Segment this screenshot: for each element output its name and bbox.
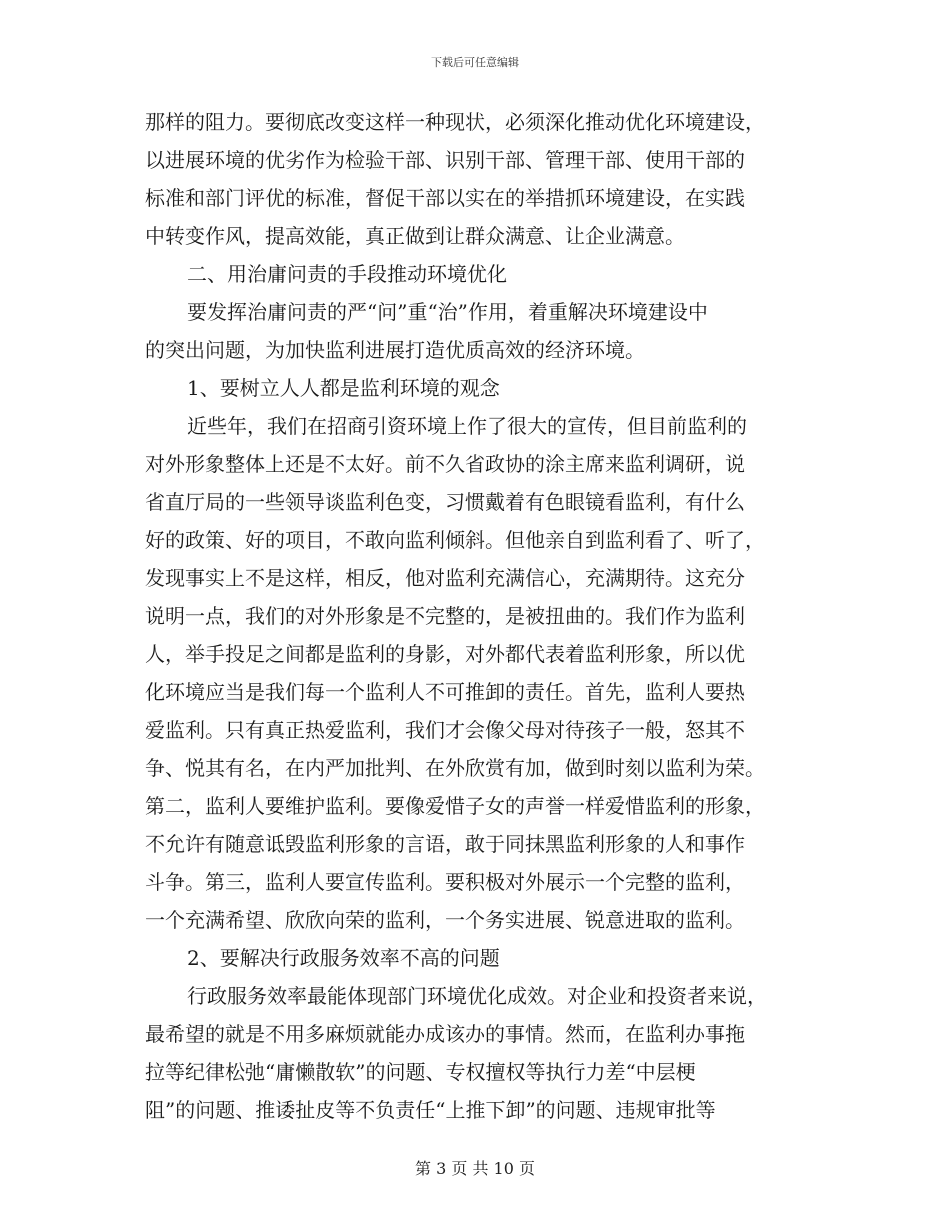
text-line: 标准和部门评优的标准，督促干部以实在的举措抓环境建设，在实践 bbox=[145, 186, 745, 210]
text-line: 一个充满希望、欣欣向荣的监利，一个务实进展、锐意进取的监利。 bbox=[145, 908, 745, 932]
text-line: 近些年，我们在招商引资环境上作了很大的宣传，但目前监利的 bbox=[187, 414, 747, 438]
text-line: 2、要解决行政服务效率不高的问题 bbox=[187, 946, 500, 970]
text-line: 化环境应当是我们每一个监利人不可推卸的责任。首先，监利人要热 bbox=[145, 680, 745, 704]
page-header: 下载后可任意编辑 bbox=[431, 56, 519, 69]
text-line: 1、要树立人人都是监利环境的观念 bbox=[187, 376, 500, 400]
text-line: 中转变作风，提高效能，真正做到让群众满意、让企业满意。 bbox=[145, 224, 685, 248]
text-line: 好的政策、好的项目，不敢向监利倾斜。但他亲自到监利看了、听了， bbox=[145, 528, 765, 552]
text-line: 斗争。第三，监利人要宣传监利。要积极对外展示一个完整的监利， bbox=[145, 870, 745, 894]
page-footer: 第 3 页 共 10 页 bbox=[415, 1159, 535, 1178]
text-line: 爱监利。只有真正热爱监利，我们才会像父母对待孩子一般，怒其不 bbox=[145, 718, 745, 742]
text-line: 人，举手投足之间都是监利的身影，对外都代表着监利形象，所以优 bbox=[145, 642, 745, 666]
text-line: 说明一点，我们的对外形象是不完整的，是被扭曲的。我们作为监利 bbox=[145, 604, 745, 628]
text-line: 不允许有随意诋毁监利形象的言语，敢于同抹黑监利形象的人和事作 bbox=[145, 832, 745, 856]
text-line: 二、用治庸问责的手段推动环境优化 bbox=[187, 262, 507, 286]
text-line: 拉等纪律松弛“庸懒散软”的问题、专权擅权等执行力差“中层梗 bbox=[145, 1060, 696, 1084]
text-line: 第二，监利人要维护监利。要像爱惜子女的声誉一样爱惜监利的形象， bbox=[145, 794, 765, 818]
text-line: 的突出问题，为加快监利进展打造优质高效的经济环境。 bbox=[145, 338, 645, 362]
text-line: 阻”的问题、推诿扯皮等不负责任“上推下卸”的问题、违规审批等 bbox=[145, 1098, 716, 1122]
text-line: 要发挥治庸问责的严“问”重“治”作用，着重解决环境建设中 bbox=[187, 300, 708, 324]
text-line: 对外形象整体上还是不太好。前不久省政协的涂主席来监利调研，说 bbox=[145, 452, 745, 476]
text-line: 以进展环境的优劣作为检验干部、识别干部、管理干部、使用干部的 bbox=[145, 148, 745, 172]
text-line: 发现事实上不是这样，相反，他对监利充满信心，充满期待。这充分 bbox=[145, 566, 745, 590]
text-line: 最希望的就是不用多麻烦就能办成该办的事情。然而，在监利办事拖 bbox=[145, 1022, 745, 1046]
text-line: 省直厅局的一些领导谈监利色变，习惯戴着有色眼镜看监利，有什么 bbox=[145, 490, 745, 514]
text-line: 争、悦其有名，在内严加批判、在外欣赏有加，做到时刻以监利为荣。 bbox=[145, 756, 765, 780]
document-body bbox=[145, 103, 805, 1129]
text-line: 那样的阻力。要彻底改变这样一种现状，必须深化推动优化环境建设， bbox=[145, 110, 765, 134]
text-line: 行政服务效率最能体现部门环境优化成效。对企业和投资者来说， bbox=[187, 984, 767, 1008]
